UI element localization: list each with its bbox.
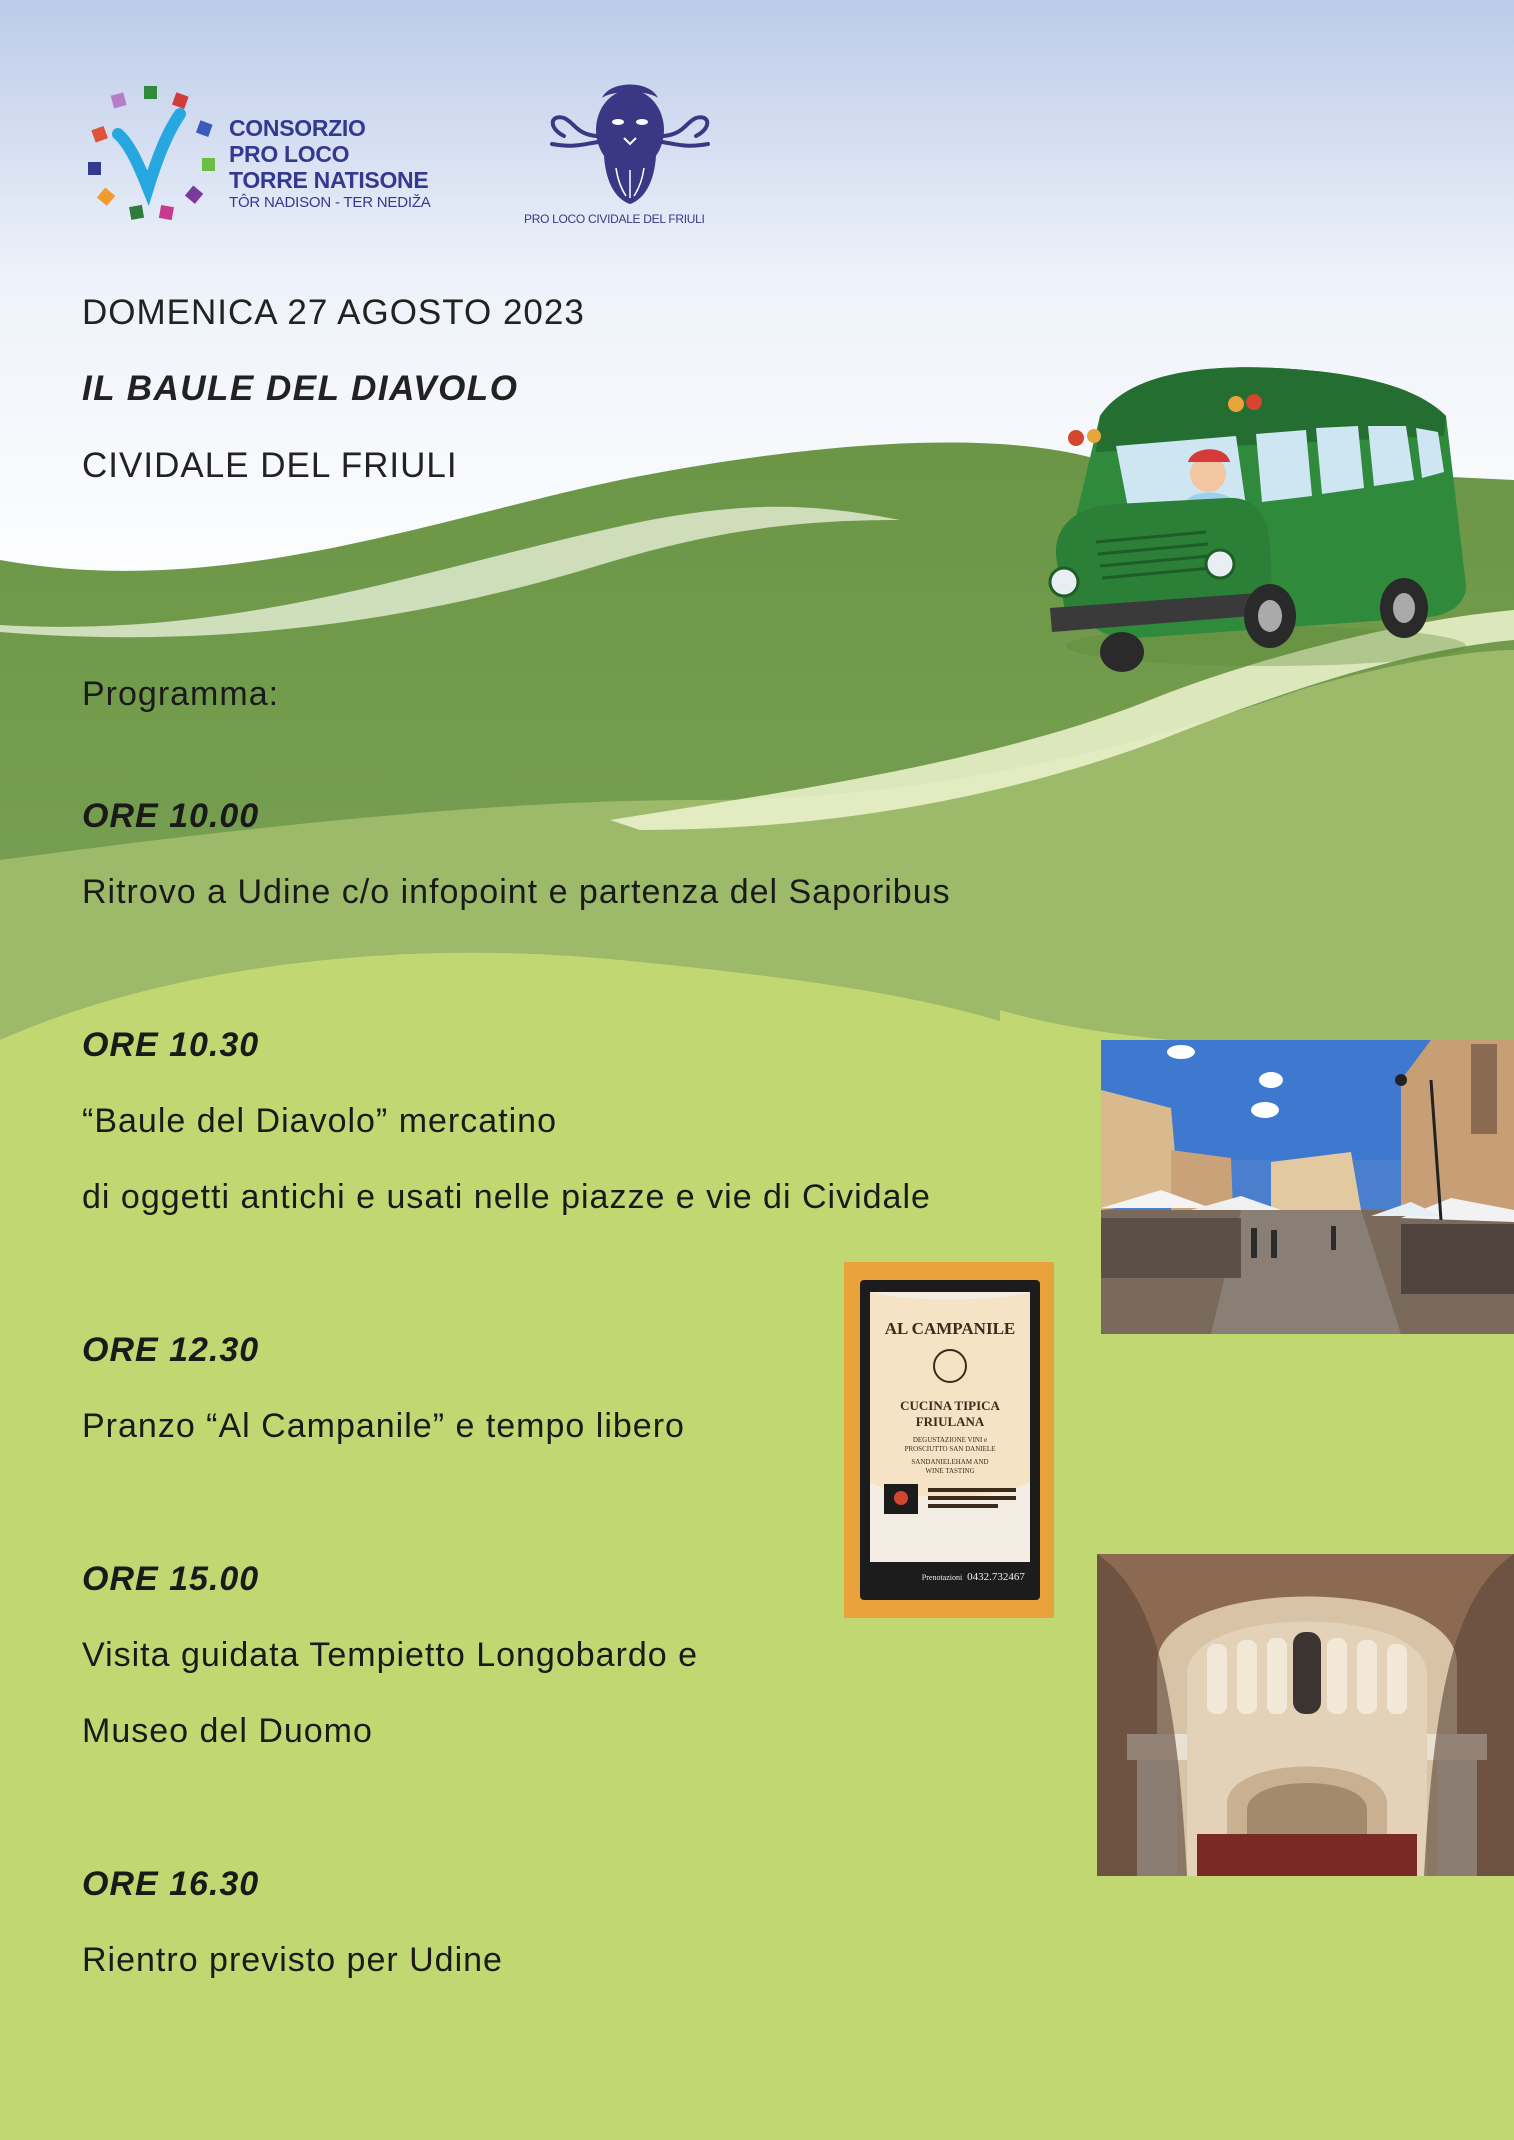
sign-line-4: PROSCIUTTO SAN DANIELE — [904, 1445, 996, 1453]
item-3-time: ORE 12.30 — [82, 1331, 260, 1369]
sign-line-6: WINE TASTING — [925, 1467, 975, 1475]
consorzio-line1: CONSORZIO — [229, 115, 366, 141]
consorzio-logo-text — [229, 115, 428, 193]
event-location: CIVIDALE DEL FRIULI — [82, 446, 458, 485]
item-4-line-2: Museo del Duomo — [82, 1712, 373, 1750]
consorzio-line3: TORRE NATISONE — [229, 167, 429, 193]
sign-line-5: SANDANIELEHAM AND — [911, 1458, 989, 1466]
item-3-line-1: Pranzo “Al Campanile” e tempo libero — [82, 1407, 685, 1445]
item-5-line-1: Rientro previsto per Udine — [82, 1941, 503, 1979]
sign-line-3: DEGUSTAZIONE VINI e — [912, 1436, 988, 1444]
proloco-caption: PRO LOCO CIVIDALE DEL FRIULI — [524, 212, 705, 226]
event-date: DOMENICA 27 AGOSTO 2023 — [82, 293, 585, 332]
tempietto-photo — [1097, 1554, 1514, 1876]
sign-phone: 0432.732467 — [967, 1571, 1025, 1583]
sign-phone-label: Prenotazioni — [921, 1573, 963, 1582]
item-2-line-2: di oggetti antichi e usati nelle piazze e vie di Cividale — [82, 1178, 931, 1216]
item-1-time: ORE 10.00 — [82, 797, 260, 835]
consorzio-logo-icon — [84, 84, 224, 228]
bus-illustration — [1036, 356, 1476, 690]
sign-line-1: CUCINA TIPICA — [900, 1398, 1000, 1413]
event-title: IL BAULE DEL DIAVOLO — [82, 369, 519, 408]
item-2-time: ORE 10.30 — [82, 1026, 260, 1064]
sign-line-2: FRIULANA — [915, 1414, 985, 1429]
restaurant-sign-photo — [844, 1262, 1054, 1618]
market-photo — [1101, 1040, 1514, 1334]
proloco-face-icon — [544, 78, 716, 206]
programme-label: Programma: — [82, 675, 280, 713]
sign-name: AL CAMPANILE — [884, 1319, 1016, 1338]
item-1-line-1: Ritrovo a Udine c/o infopoint e partenza del Saporibus — [82, 873, 951, 911]
item-5-time: ORE 16.30 — [82, 1865, 260, 1903]
consorzio-line2: PRO LOCO — [229, 141, 350, 167]
item-2-line-1: “Baule del Diavolo” mercatino — [82, 1102, 557, 1140]
item-4-line-1: Visita guidata Tempietto Longobardo e — [82, 1636, 699, 1674]
consorzio-subtitle: TÔR NADISON - TER NEDIŽA — [229, 194, 431, 211]
item-4-time: ORE 15.00 — [82, 1560, 260, 1598]
